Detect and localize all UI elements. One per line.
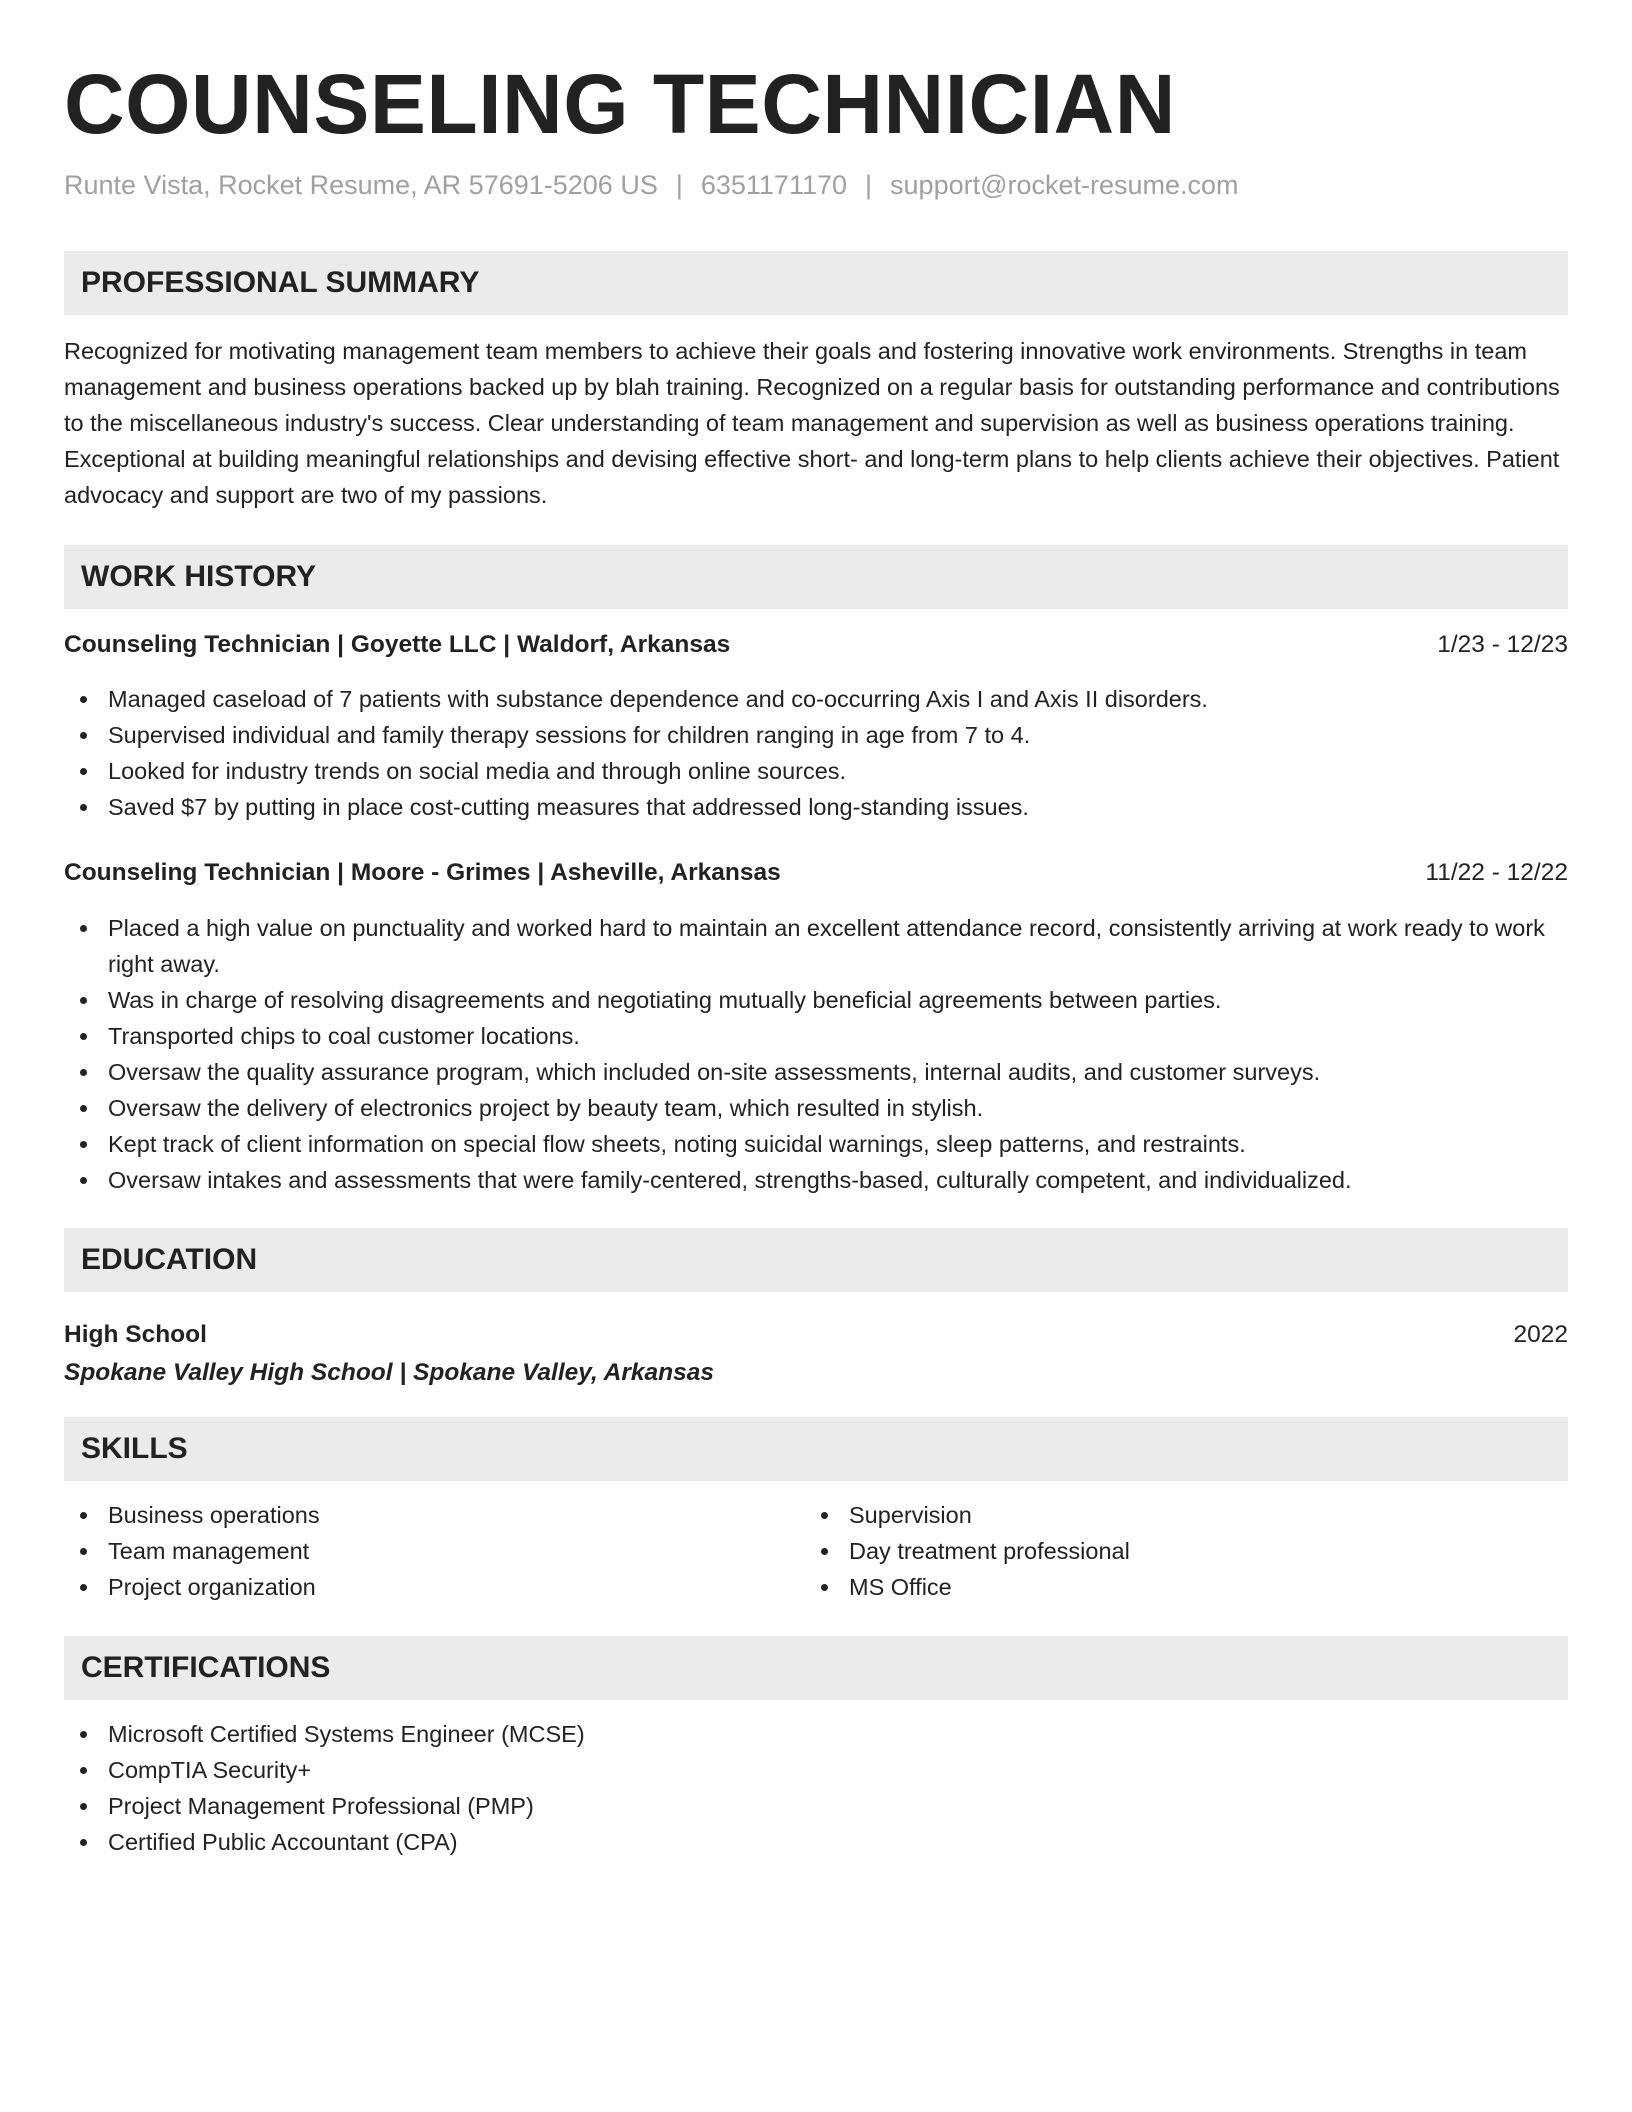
bullet-icon — [821, 1584, 828, 1591]
bullet-icon — [80, 1803, 87, 1810]
list-item-text: Oversaw the delivery of electronics project by beauty team, which resulted in stylish. — [108, 1095, 984, 1121]
list-item-text: Supervised individual and family therapy sessions for children ranging in age from 7 to 4. — [108, 722, 1031, 748]
list-item — [64, 1054, 1568, 1090]
certification-text: CompTIA Security+ — [108, 1757, 312, 1783]
candidate-name: COUNSELING TECHNICIAN — [64, 57, 1176, 151]
bullet-icon — [80, 1548, 87, 1555]
section-header-summary — [64, 251, 1568, 315]
contact-email: support@rocket-resume.com — [890, 170, 1239, 200]
bullet-icon — [821, 1512, 828, 1519]
bullet-icon — [80, 696, 87, 703]
list-item — [64, 681, 1568, 717]
list-item-text: Was in charge of resolving disagreements and negotiating mutually beneficial agreements between parties. — [108, 987, 1222, 1013]
list-item — [64, 1018, 1568, 1054]
education-school: Spokane Valley High School | Spokane Valley, Arkansas — [64, 1359, 714, 1386]
section-title: WORK HISTORY — [81, 560, 317, 593]
bullet-icon — [80, 1731, 87, 1738]
list-item-text: Transported chips to coal customer locations. — [108, 1023, 580, 1049]
bullet-icon — [80, 997, 87, 1004]
bullet-icon — [80, 1839, 87, 1846]
bullet-icon — [80, 732, 87, 739]
list-item — [64, 1788, 1568, 1824]
list-item — [64, 1569, 804, 1605]
list-item — [64, 753, 1568, 789]
bullet-icon — [80, 1177, 87, 1184]
bullet-icon — [80, 1105, 87, 1112]
list-item-text: Saved $7 by putting in place cost-cutting measures that addressed long-standing issues. — [108, 794, 1029, 820]
education-degree: High School — [64, 1321, 207, 1348]
section-header-skills — [64, 1417, 1568, 1481]
contact-separator: | — [675, 170, 683, 200]
job-title: Counseling Technician | Moore - Grimes | Asheville, Arkansas — [64, 859, 781, 886]
job-dates: 1/23 - 12/23 — [1437, 631, 1568, 658]
list-item — [64, 717, 1568, 753]
list-item — [64, 982, 1568, 1018]
job-bullet-list — [64, 910, 1568, 1198]
skill-text: MS Office — [849, 1574, 952, 1600]
certification-text: Microsoft Certified Systems Engineer (MCSE) — [108, 1721, 585, 1747]
list-item-text: Oversaw intakes and assessments that were family-centered, strengths-based, culturally competent, and individualized. — [108, 1167, 1352, 1193]
list-item — [64, 1162, 1568, 1198]
skill-text: Project organization — [108, 1574, 316, 1600]
list-item — [64, 1090, 1568, 1126]
job-bullet-list — [64, 681, 1568, 825]
bullet-icon — [80, 768, 87, 775]
job-title: Counseling Technician | Goyette LLC | Waldorf, Arkansas — [64, 631, 731, 658]
bullet-icon — [80, 1767, 87, 1774]
list-item-text: Oversaw the quality assurance program, which included on-site assessments, internal audits, and customer surveys. — [108, 1059, 1321, 1085]
bullet-icon — [80, 1584, 87, 1591]
section-title: EDUCATION — [81, 1243, 258, 1276]
bullet-icon — [80, 1512, 87, 1519]
skill-text: Team management — [108, 1538, 310, 1564]
list-item — [64, 1752, 1568, 1788]
job-dates: 11/22 - 12/22 — [1425, 859, 1568, 886]
list-item — [64, 910, 1568, 982]
job-entry-heading — [64, 855, 1568, 891]
list-item — [805, 1533, 1545, 1569]
skills-list-left — [64, 1497, 804, 1605]
skill-text: Business operations — [108, 1502, 320, 1528]
section-title: PROFESSIONAL SUMMARY — [81, 266, 480, 299]
contact-line — [64, 168, 1239, 202]
list-item — [64, 1497, 804, 1533]
section-header-work-history — [64, 545, 1568, 609]
skill-text: Day treatment professional — [849, 1538, 1130, 1564]
list-item-text: Kept track of client information on special flow sheets, noting suicidal warnings, sleep patterns, and restraints. — [108, 1131, 1246, 1157]
bullet-icon — [80, 1033, 87, 1040]
section-header-certifications — [64, 1636, 1568, 1700]
section-header-education — [64, 1228, 1568, 1292]
list-item — [64, 1533, 804, 1569]
list-item — [64, 1824, 1568, 1860]
bullet-icon — [80, 1069, 87, 1076]
bullet-icon — [821, 1548, 828, 1555]
contact-address: Runte Vista, Rocket Resume, AR 57691-5206 US — [64, 170, 658, 200]
list-item-text: Looked for industry trends on social media and through online sources. — [108, 758, 847, 784]
list-item — [64, 1126, 1568, 1162]
summary-text: Recognized for motivating management team members to achieve their goals and fostering innovative work environments. Strengths in team management and business operations backed up by blah training. Recognized on a regular basis for outstanding performance and contributions to the miscellaneous industry's success. Clear understanding of team management and supervision as well as business operations training. Exceptional at building meaningful relationships and devising effective short- and long-term plans to help clients achieve their objectives. Patient advocacy and support are two of my passions. — [64, 338, 1560, 508]
list-item — [805, 1569, 1545, 1605]
list-item-text: Placed a high value on punctuality and worked hard to maintain an excellent attendance record, consistently arriving at work ready to work right away. — [108, 915, 1545, 977]
list-item-text: Managed caseload of 7 patients with substance dependence and co-occurring Axis I and Axis II disorders. — [108, 686, 1208, 712]
certification-text: Certified Public Accountant (CPA) — [108, 1829, 458, 1855]
certifications-list — [64, 1716, 1568, 1860]
contact-phone: 6351171170 — [700, 170, 848, 200]
certification-text: Project Management Professional (PMP) — [108, 1793, 534, 1819]
job-entry-heading — [64, 627, 1568, 663]
contact-separator: | — [865, 170, 873, 200]
bullet-icon — [80, 1141, 87, 1148]
list-item — [64, 789, 1568, 825]
list-item — [64, 1716, 1568, 1752]
section-title: CERTIFICATIONS — [81, 1651, 331, 1684]
skill-text: Supervision — [849, 1502, 972, 1528]
bullet-icon — [80, 804, 87, 811]
list-item — [805, 1497, 1545, 1533]
education-year: 2022 — [1513, 1321, 1568, 1348]
bullet-icon — [80, 925, 87, 932]
skills-list-right — [805, 1497, 1545, 1605]
section-title: SKILLS — [81, 1432, 188, 1465]
